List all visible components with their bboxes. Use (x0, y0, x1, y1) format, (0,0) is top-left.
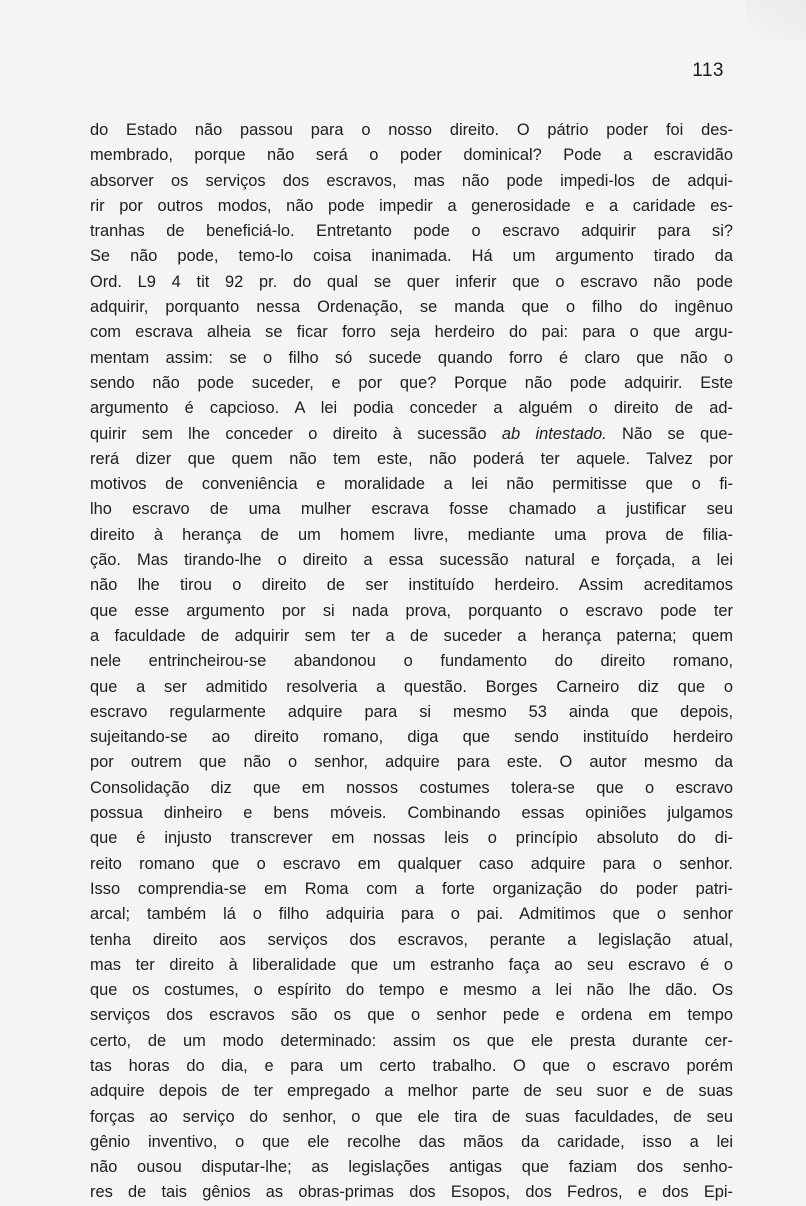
text-line: tranhas de beneficiá-lo. Entretanto pode o escravo adquirir para si? (90, 222, 733, 241)
text-line: a faculdade de adquirir sem ter a de suceder a herança paterna; quem (90, 626, 733, 645)
text-line: rir por outros modos, não pode impedir a generosidade e a caridade es- (90, 196, 733, 215)
text-line: com escrava alheia se ficar forro seja herdeiro do pai: para o que argu- (90, 323, 733, 342)
text-line: adquirir, porquanto nessa Ordenação, se manda que o filho do ingênuo (90, 298, 733, 317)
text-line: lho escravo de uma mulher escrava fosse chamado a justificar seu (90, 500, 733, 519)
text-line: ção. Mas tirando-lhe o direito a essa sucessão natural e forçada, a lei (90, 551, 733, 570)
text-line: motivos de conveniência e moralidade a lei não permitisse que o fi- (90, 475, 733, 494)
text-line: res de tais gênios as obras-primas dos Esopos, dos Fedros, e dos Epi- (90, 1183, 733, 1202)
text-line: absorver os serviços dos escravos, mas não pode impedi-los de adqui- (90, 171, 733, 190)
text-line: escravo regularmente adquire para si mesmo 53 ainda que depois, (90, 702, 733, 721)
body-text (90, 118, 733, 1206)
text-line: que é injusto transcrever em nossas leis o princípio absoluto do di- (90, 829, 733, 848)
text-line: possua dinheiro e bens móveis. Combinando essas opiniões julgamos (90, 804, 733, 823)
italic-phrase: ab intestado. (501, 424, 607, 443)
text-line: mentam assim: se o filho só sucede quando forro é claro que não o (90, 348, 733, 367)
text-line: forças ao serviço do senhor, o que ele tira de suas faculdades, de seu (90, 1107, 733, 1126)
page-shadow (746, 0, 806, 40)
text-line: sendo não pode suceder, e por que? Porque não pode adquirir. Este (90, 373, 733, 392)
page-number: 113 (692, 60, 724, 81)
text-line: tas horas do dia, e para um certo trabalho. O que o escravo porém (90, 1056, 733, 1075)
text-segment: quirir sem lhe conceder o direito à sucessão (90, 424, 487, 443)
text-segment: Não se que- (622, 424, 733, 443)
text-line: tenha direito aos serviços dos escravos, perante a legislação atual, (90, 930, 733, 949)
text-line: que os costumes, o espírito do tempo e mesmo a lei não lhe dão. Os (90, 981, 733, 1000)
text-line: Se não pode, temo-lo coisa inanimada. Há um argumento tirado da (90, 247, 733, 266)
text-line: não lhe tirou o direito de ser instituído herdeiro. Assim acreditamos (90, 576, 733, 595)
text-line: argumento é capcioso. A lei podia conceder a alguém o direito de ad- (90, 399, 733, 418)
text-line: Ord. L9 4 tit 92 pr. do qual se quer inferir que o escravo não pode (90, 272, 733, 291)
text-line: nele entrincheirou-se abandonou o fundamento do direito romano, (90, 652, 733, 671)
text-line: reito romano que o escravo em qualquer caso adquire para o senhor. (90, 854, 733, 873)
text-line: adquire depois de ter empregado a melhor parte de seu suor e de suas (90, 1082, 733, 1101)
text-line: serviços dos escravos são os que o senhor pede e ordena em tempo (90, 1006, 733, 1025)
text-line: certo, de um modo determinado: assim os que ele presta durante cer- (90, 1031, 733, 1050)
text-line: do Estado não passou para o nosso direito. O pátrio poder foi des- (90, 121, 733, 139)
text-line: por outrem que não o senhor, adquire para este. O autor mesmo da (90, 753, 733, 772)
text-line: Consolidação diz que em nossos costumes tolera-se que o escravo (90, 778, 733, 797)
text-line: direito à herança de um homem livre, mediante uma prova de filia- (90, 525, 733, 544)
text-line: que esse argumento por si nada prova, porquanto o escravo pode ter (90, 601, 733, 620)
text-line: que a ser admitido resolveria a questão. Borges Carneiro diz que o (90, 677, 733, 696)
text-line: gênio inventivo, o que ele recolhe das mãos da caridade, isso a lei (90, 1132, 733, 1151)
text-line: mas ter direito à liberalidade que um estranho faça ao seu escravo é o (90, 955, 733, 974)
text-line-with-italic (90, 422, 733, 447)
text-line: não ousou disputar-lhe; as legislações antigas que faziam dos senho- (90, 1158, 733, 1177)
text-line: arcal; também lá o filho adquiria para o pai. Admitimos que o senhor (90, 905, 733, 924)
text-line: membrado, porque não será o poder dominical? Pode a escravidão (90, 146, 733, 165)
text-line: rerá dizer que quem não tem este, não poderá ter aquele. Talvez por (90, 449, 733, 468)
text-line: Isso comprendia-se em Roma com a forte organização do poder patri- (90, 879, 733, 898)
text-line: sujeitando-se ao direito romano, diga que sendo instituído herdeiro (90, 728, 733, 747)
